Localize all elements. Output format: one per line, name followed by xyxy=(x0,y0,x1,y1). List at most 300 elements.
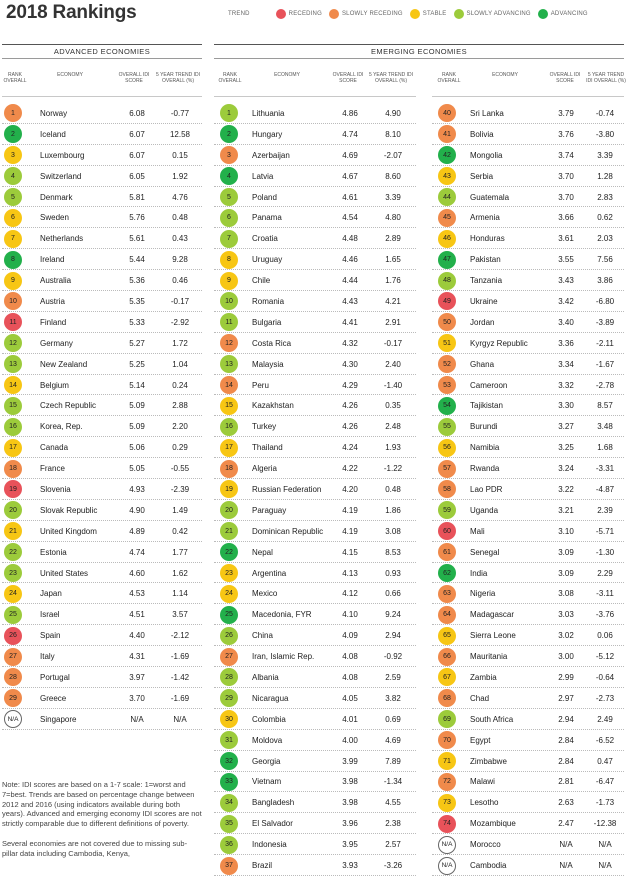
rank-badge: 4 xyxy=(220,167,238,185)
idi-score: 3.61 xyxy=(558,234,574,244)
rank-cell xyxy=(214,376,252,394)
economy-name: Luxembourg xyxy=(40,150,85,160)
rank-cell xyxy=(214,564,252,582)
economy-name: Moldova xyxy=(252,735,283,745)
advanced-column-headers xyxy=(2,72,200,92)
legend-item-receding xyxy=(276,9,322,19)
idi-score: 2.63 xyxy=(558,798,574,808)
rank-cell xyxy=(214,710,252,728)
table-row xyxy=(432,521,624,542)
trend-value: 3.39 xyxy=(385,192,401,202)
rank-badge: 27 xyxy=(4,648,22,666)
stable-dot-icon xyxy=(410,9,420,19)
rank-cell xyxy=(432,815,470,833)
economy-name: Spain xyxy=(40,631,61,641)
economy-name: Mongolia xyxy=(470,150,503,160)
table-row xyxy=(214,521,416,542)
rank-cell xyxy=(2,125,40,143)
rank-badge: 40 xyxy=(438,104,456,122)
rank-badge: 61 xyxy=(438,543,456,561)
rank-cell xyxy=(2,522,40,540)
economy-name: Bolivia xyxy=(470,129,494,139)
header-divider xyxy=(214,96,416,97)
rank-cell xyxy=(432,104,470,122)
idi-score: 2.81 xyxy=(558,777,574,787)
table-row xyxy=(214,834,416,855)
rank-badge: 12 xyxy=(220,334,238,352)
economy-name: Vietnam xyxy=(252,777,282,787)
rank-badge: 36 xyxy=(220,836,238,854)
economy-name: Sweden xyxy=(40,213,69,223)
table-row xyxy=(432,813,624,834)
rank-cell xyxy=(432,522,470,540)
economy-name: Sri Lanka xyxy=(470,108,504,118)
idi-score: 3.98 xyxy=(342,777,358,787)
idi-score: 3.02 xyxy=(558,631,574,641)
rank-badge: 66 xyxy=(438,648,456,666)
rank-badge: 22 xyxy=(4,543,22,561)
table-row xyxy=(214,813,416,834)
trend-value: -0.77 xyxy=(170,108,190,118)
rank-badge: 63 xyxy=(438,585,456,603)
trend-value: 2.94 xyxy=(385,631,401,641)
trend-value: 7.56 xyxy=(597,255,613,265)
economy-name: Ukraine xyxy=(470,296,498,306)
table-row xyxy=(2,333,202,354)
trend-value: 0.46 xyxy=(172,276,188,286)
rank-badge: 48 xyxy=(438,272,456,290)
trend-value: 3.48 xyxy=(597,422,613,432)
rank-badge: N/A xyxy=(438,836,456,854)
rank-cell xyxy=(432,334,470,352)
economy-name: Switzerland xyxy=(40,171,82,181)
economy-name: Uganda xyxy=(470,505,499,515)
rank-cell xyxy=(214,522,252,540)
rank-cell xyxy=(214,794,252,812)
rank-badge: 57 xyxy=(438,460,456,478)
trend-value: 8.57 xyxy=(597,401,613,411)
idi-score: 3.09 xyxy=(558,568,574,578)
rank-badge: 54 xyxy=(438,397,456,415)
trend-value: -0.64 xyxy=(595,672,615,682)
trend-value: -5.71 xyxy=(595,526,615,536)
table-row xyxy=(432,688,624,709)
rank-badge: 19 xyxy=(220,480,238,498)
table-row xyxy=(2,563,202,584)
idi-score: 3.95 xyxy=(342,840,358,850)
idi-score: 3.70 xyxy=(558,192,574,202)
trend-value: 0.43 xyxy=(172,234,188,244)
economy-name: Madagascar xyxy=(470,610,515,620)
rank-cell xyxy=(432,460,470,478)
rank-cell xyxy=(214,773,252,791)
col-rank-header: RANK OVERALL xyxy=(218,72,242,84)
trend-value: N/A xyxy=(598,840,612,850)
trend-value: 0.29 xyxy=(172,443,188,453)
rank-badge: 34 xyxy=(220,794,238,812)
table-row xyxy=(432,667,624,688)
trend-value: 8.10 xyxy=(385,129,401,139)
rank-badge: 10 xyxy=(4,292,22,310)
trend-value: 1.28 xyxy=(597,171,613,181)
rank-cell xyxy=(432,606,470,624)
rank-cell xyxy=(432,209,470,227)
table-row xyxy=(2,375,202,396)
rank-cell xyxy=(214,543,252,561)
rank-cell xyxy=(2,648,40,666)
rank-badge: 1 xyxy=(4,104,22,122)
rank-cell xyxy=(2,668,40,686)
advanced-section-title: ADVANCED ECONOMIES xyxy=(2,44,202,59)
table-row xyxy=(432,834,624,855)
trend-value: 1.04 xyxy=(172,359,188,369)
table-row xyxy=(2,103,202,124)
idi-score: 4.12 xyxy=(342,589,358,599)
table-row xyxy=(432,772,624,793)
economy-name: Australia xyxy=(40,276,72,286)
rank-cell xyxy=(2,418,40,436)
economy-name: Nicaragua xyxy=(252,693,289,703)
legend-item-advancing xyxy=(538,9,588,19)
trend-value: 2.57 xyxy=(385,840,401,850)
rank-badge: 13 xyxy=(4,355,22,373)
table-row xyxy=(214,688,416,709)
rank-badge: N/A xyxy=(438,857,456,875)
rank-cell xyxy=(432,689,470,707)
rank-badge: 1 xyxy=(220,104,238,122)
rank-badge: 28 xyxy=(220,668,238,686)
idi-score: 3.27 xyxy=(558,422,574,432)
legend-label: SLOWLY ADVANCING xyxy=(466,11,531,17)
idi-score: 5.35 xyxy=(129,296,145,306)
rank-badge: 17 xyxy=(220,439,238,457)
economy-name: Sierra Leone xyxy=(470,631,516,641)
economy-name: Tanzania xyxy=(470,276,503,286)
table-row xyxy=(432,354,624,375)
rank-cell xyxy=(2,543,40,561)
slowly-receding-dot-icon xyxy=(329,9,339,19)
idi-score: 3.55 xyxy=(558,255,574,265)
rank-cell xyxy=(432,439,470,457)
trend-value: -2.73 xyxy=(595,693,615,703)
table-row xyxy=(2,145,202,166)
emerging-right-column-headers xyxy=(432,72,626,92)
economy-name: Kyrgyz Republic xyxy=(470,338,528,348)
trend-value: -1.34 xyxy=(383,777,403,787)
rank-badge: 59 xyxy=(438,501,456,519)
idi-score: 4.86 xyxy=(342,108,358,118)
col-rank-header: RANK OVERALL xyxy=(3,72,27,84)
idi-score: 4.26 xyxy=(342,401,358,411)
table-row xyxy=(214,667,416,688)
idi-score: 5.81 xyxy=(129,192,145,202)
idi-score: 3.99 xyxy=(342,756,358,766)
idi-score: 3.43 xyxy=(558,276,574,286)
rank-badge: 67 xyxy=(438,668,456,686)
idi-score: 5.61 xyxy=(129,234,145,244)
economy-name: Pakistan xyxy=(470,255,501,265)
rank-badge: 47 xyxy=(438,251,456,269)
economy-name: Morocco xyxy=(470,840,501,850)
rank-badge: 42 xyxy=(438,146,456,164)
rank-badge: 27 xyxy=(220,648,238,666)
table-row xyxy=(432,145,624,166)
rank-badge: 58 xyxy=(438,480,456,498)
economy-name: Armenia xyxy=(470,213,500,223)
table-row xyxy=(432,730,624,751)
idi-score: 3.40 xyxy=(558,317,574,327)
idi-score: 3.21 xyxy=(558,505,574,515)
table-row xyxy=(2,667,202,688)
table-row xyxy=(214,145,416,166)
idi-score: N/A xyxy=(559,840,573,850)
footnote-coverage: Several economies are not covered due to missing sub-pillar data including Cambodia, Kenya, xyxy=(2,838,188,858)
table-row xyxy=(432,416,624,437)
table-row xyxy=(214,604,416,625)
economy-name: Peru xyxy=(252,380,269,390)
legend-item-slowly-receding xyxy=(329,9,403,19)
idi-score: 4.29 xyxy=(342,380,358,390)
page-title: 2018 Rankings xyxy=(6,2,137,23)
rank-badge: 49 xyxy=(438,292,456,310)
table-row xyxy=(432,479,624,500)
rank-cell xyxy=(214,125,252,143)
trend-value: 4.76 xyxy=(172,192,188,202)
table-row xyxy=(2,583,202,604)
rank-cell xyxy=(214,397,252,415)
table-row xyxy=(432,751,624,772)
idi-score: 5.27 xyxy=(129,338,145,348)
rank-badge: 73 xyxy=(438,794,456,812)
rank-badge: 72 xyxy=(438,773,456,791)
idi-score: 3.79 xyxy=(558,108,574,118)
economy-name: Cameroon xyxy=(470,380,508,390)
table-row xyxy=(214,395,416,416)
idi-score: 4.32 xyxy=(342,338,358,348)
rank-badge: 29 xyxy=(220,689,238,707)
rank-cell xyxy=(2,460,40,478)
idi-score: 5.09 xyxy=(129,401,145,411)
rank-badge: 11 xyxy=(4,313,22,331)
economy-name: France xyxy=(40,464,65,474)
trend-value: -3.80 xyxy=(595,129,615,139)
table-row xyxy=(432,709,624,730)
rank-cell xyxy=(214,689,252,707)
rank-badge: 14 xyxy=(220,376,238,394)
rank-cell xyxy=(432,418,470,436)
header-divider xyxy=(2,96,202,97)
rank-cell xyxy=(432,585,470,603)
economy-name: Chad xyxy=(470,693,490,703)
idi-score: 3.08 xyxy=(558,589,574,599)
idi-score: 2.97 xyxy=(558,693,574,703)
economy-name: India xyxy=(470,568,488,578)
idi-score: 3.09 xyxy=(558,547,574,557)
rank-cell xyxy=(432,480,470,498)
trend-legend xyxy=(228,8,595,20)
trend-value: -3.76 xyxy=(595,610,615,620)
table-row xyxy=(2,354,202,375)
economy-name: Israel xyxy=(40,610,60,620)
rank-badge: 11 xyxy=(220,313,238,331)
rank-badge: 25 xyxy=(220,606,238,624)
idi-score: 5.09 xyxy=(129,422,145,432)
trend-value: N/A xyxy=(598,861,612,870)
rank-badge: 74 xyxy=(438,815,456,833)
rank-badge: 35 xyxy=(220,815,238,833)
emerging-rankings-table-left xyxy=(214,103,416,876)
rank-cell xyxy=(214,648,252,666)
rank-badge: 9 xyxy=(220,272,238,290)
rank-cell xyxy=(432,188,470,206)
trend-value: 1.49 xyxy=(172,505,188,515)
table-row xyxy=(2,228,202,249)
table-row xyxy=(214,437,416,458)
rank-badge: 24 xyxy=(4,585,22,603)
trend-value: -1.73 xyxy=(595,798,615,808)
idi-score: 5.44 xyxy=(129,255,145,265)
table-row xyxy=(432,291,624,312)
trend-value: 0.62 xyxy=(597,213,613,223)
rank-badge: 5 xyxy=(220,188,238,206)
col-economy-header: ECONOMY xyxy=(57,72,83,78)
idi-score: 4.41 xyxy=(342,317,358,327)
idi-score: 4.43 xyxy=(342,296,358,306)
rank-badge: 71 xyxy=(438,752,456,770)
rank-cell xyxy=(214,334,252,352)
trend-value: 2.29 xyxy=(597,568,613,578)
idi-score: 4.48 xyxy=(342,234,358,244)
rank-cell xyxy=(432,731,470,749)
rank-cell xyxy=(214,501,252,519)
table-row xyxy=(432,563,624,584)
economy-name: Zimbabwe xyxy=(470,756,507,766)
table-row xyxy=(432,855,624,876)
table-row xyxy=(432,500,624,521)
economy-name: Kazakhstan xyxy=(252,401,294,411)
economy-name: Iceland xyxy=(40,129,66,139)
rank-badge: 15 xyxy=(220,397,238,415)
rank-cell xyxy=(214,731,252,749)
rank-cell xyxy=(2,439,40,457)
table-row xyxy=(432,270,624,291)
idi-score: 2.84 xyxy=(558,735,574,745)
rank-badge: 10 xyxy=(220,292,238,310)
economy-name: United Kingdom xyxy=(40,526,97,536)
table-row xyxy=(214,249,416,270)
economy-name: Nigeria xyxy=(470,589,496,599)
table-row xyxy=(214,751,416,772)
rank-cell xyxy=(214,167,252,185)
rank-badge: 23 xyxy=(4,564,22,582)
economy-name: Denmark xyxy=(40,192,73,202)
advanced-rankings-table xyxy=(2,103,202,730)
economy-name: Canada xyxy=(40,443,69,453)
trend-value: -6.80 xyxy=(595,296,615,306)
table-row xyxy=(2,646,202,667)
idi-score: 4.15 xyxy=(342,547,358,557)
rank-badge: 5 xyxy=(4,188,22,206)
rank-cell xyxy=(432,501,470,519)
rank-badge: 9 xyxy=(4,272,22,290)
row-divider xyxy=(432,875,624,876)
rank-badge: 44 xyxy=(438,188,456,206)
table-row xyxy=(214,583,416,604)
economy-name: Jordan xyxy=(470,317,495,327)
idi-score: 5.76 xyxy=(129,213,145,223)
rank-badge: 2 xyxy=(220,125,238,143)
economy-name: Germany xyxy=(40,338,73,348)
economy-name: Iran, Islamic Rep. xyxy=(252,652,315,662)
economy-name: Netherlands xyxy=(40,234,84,244)
economy-name: China xyxy=(252,631,273,641)
rank-badge: 8 xyxy=(4,251,22,269)
table-row xyxy=(214,103,416,124)
rank-badge: 37 xyxy=(220,857,238,875)
trend-value: 3.57 xyxy=(172,610,188,620)
rank-badge: 70 xyxy=(438,731,456,749)
idi-score: 3.70 xyxy=(129,693,145,703)
idi-score: 4.69 xyxy=(342,150,358,160)
idi-score: 5.14 xyxy=(129,380,145,390)
rank-cell xyxy=(2,585,40,603)
idi-score: 3.76 xyxy=(558,129,574,139)
rank-cell xyxy=(2,209,40,227)
rank-badge: 18 xyxy=(4,460,22,478)
trend-value: 2.91 xyxy=(385,317,401,327)
table-row xyxy=(432,187,624,208)
economy-name: Rwanda xyxy=(470,464,500,474)
idi-score: 4.22 xyxy=(342,464,358,474)
rank-badge: 69 xyxy=(438,710,456,728)
idi-score: 3.74 xyxy=(558,150,574,160)
trend-value: 9.24 xyxy=(385,610,401,620)
table-row xyxy=(432,312,624,333)
rank-badge: 6 xyxy=(4,209,22,227)
economy-name: Zambia xyxy=(470,672,497,682)
trend-value: 4.80 xyxy=(385,213,401,223)
rank-cell xyxy=(214,292,252,310)
table-row xyxy=(432,207,624,228)
col-rank-header: RANK OVERALL xyxy=(437,72,461,84)
economy-name: Macedonia, FYR xyxy=(252,610,312,620)
table-row xyxy=(214,333,416,354)
table-row xyxy=(214,354,416,375)
idi-score: 4.00 xyxy=(342,735,358,745)
trend-value: 8.53 xyxy=(385,547,401,557)
trend-value: 2.48 xyxy=(385,422,401,432)
advanced-section-header xyxy=(2,44,202,59)
trend-value: -1.30 xyxy=(595,547,615,557)
rank-badge: 24 xyxy=(220,585,238,603)
table-row xyxy=(214,458,416,479)
idi-score: 4.19 xyxy=(342,526,358,536)
rank-badge: 8 xyxy=(220,251,238,269)
rank-cell xyxy=(432,230,470,248)
table-row xyxy=(214,479,416,500)
rank-cell xyxy=(432,668,470,686)
table-row xyxy=(2,479,202,500)
rank-badge: 7 xyxy=(4,230,22,248)
rank-cell xyxy=(2,627,40,645)
rank-cell xyxy=(2,251,40,269)
rank-cell xyxy=(214,627,252,645)
trend-value: N/A xyxy=(173,714,187,724)
table-row xyxy=(432,103,624,124)
rank-cell xyxy=(214,313,252,331)
advancing-dot-icon xyxy=(538,9,548,19)
trend-value: -3.31 xyxy=(595,464,615,474)
